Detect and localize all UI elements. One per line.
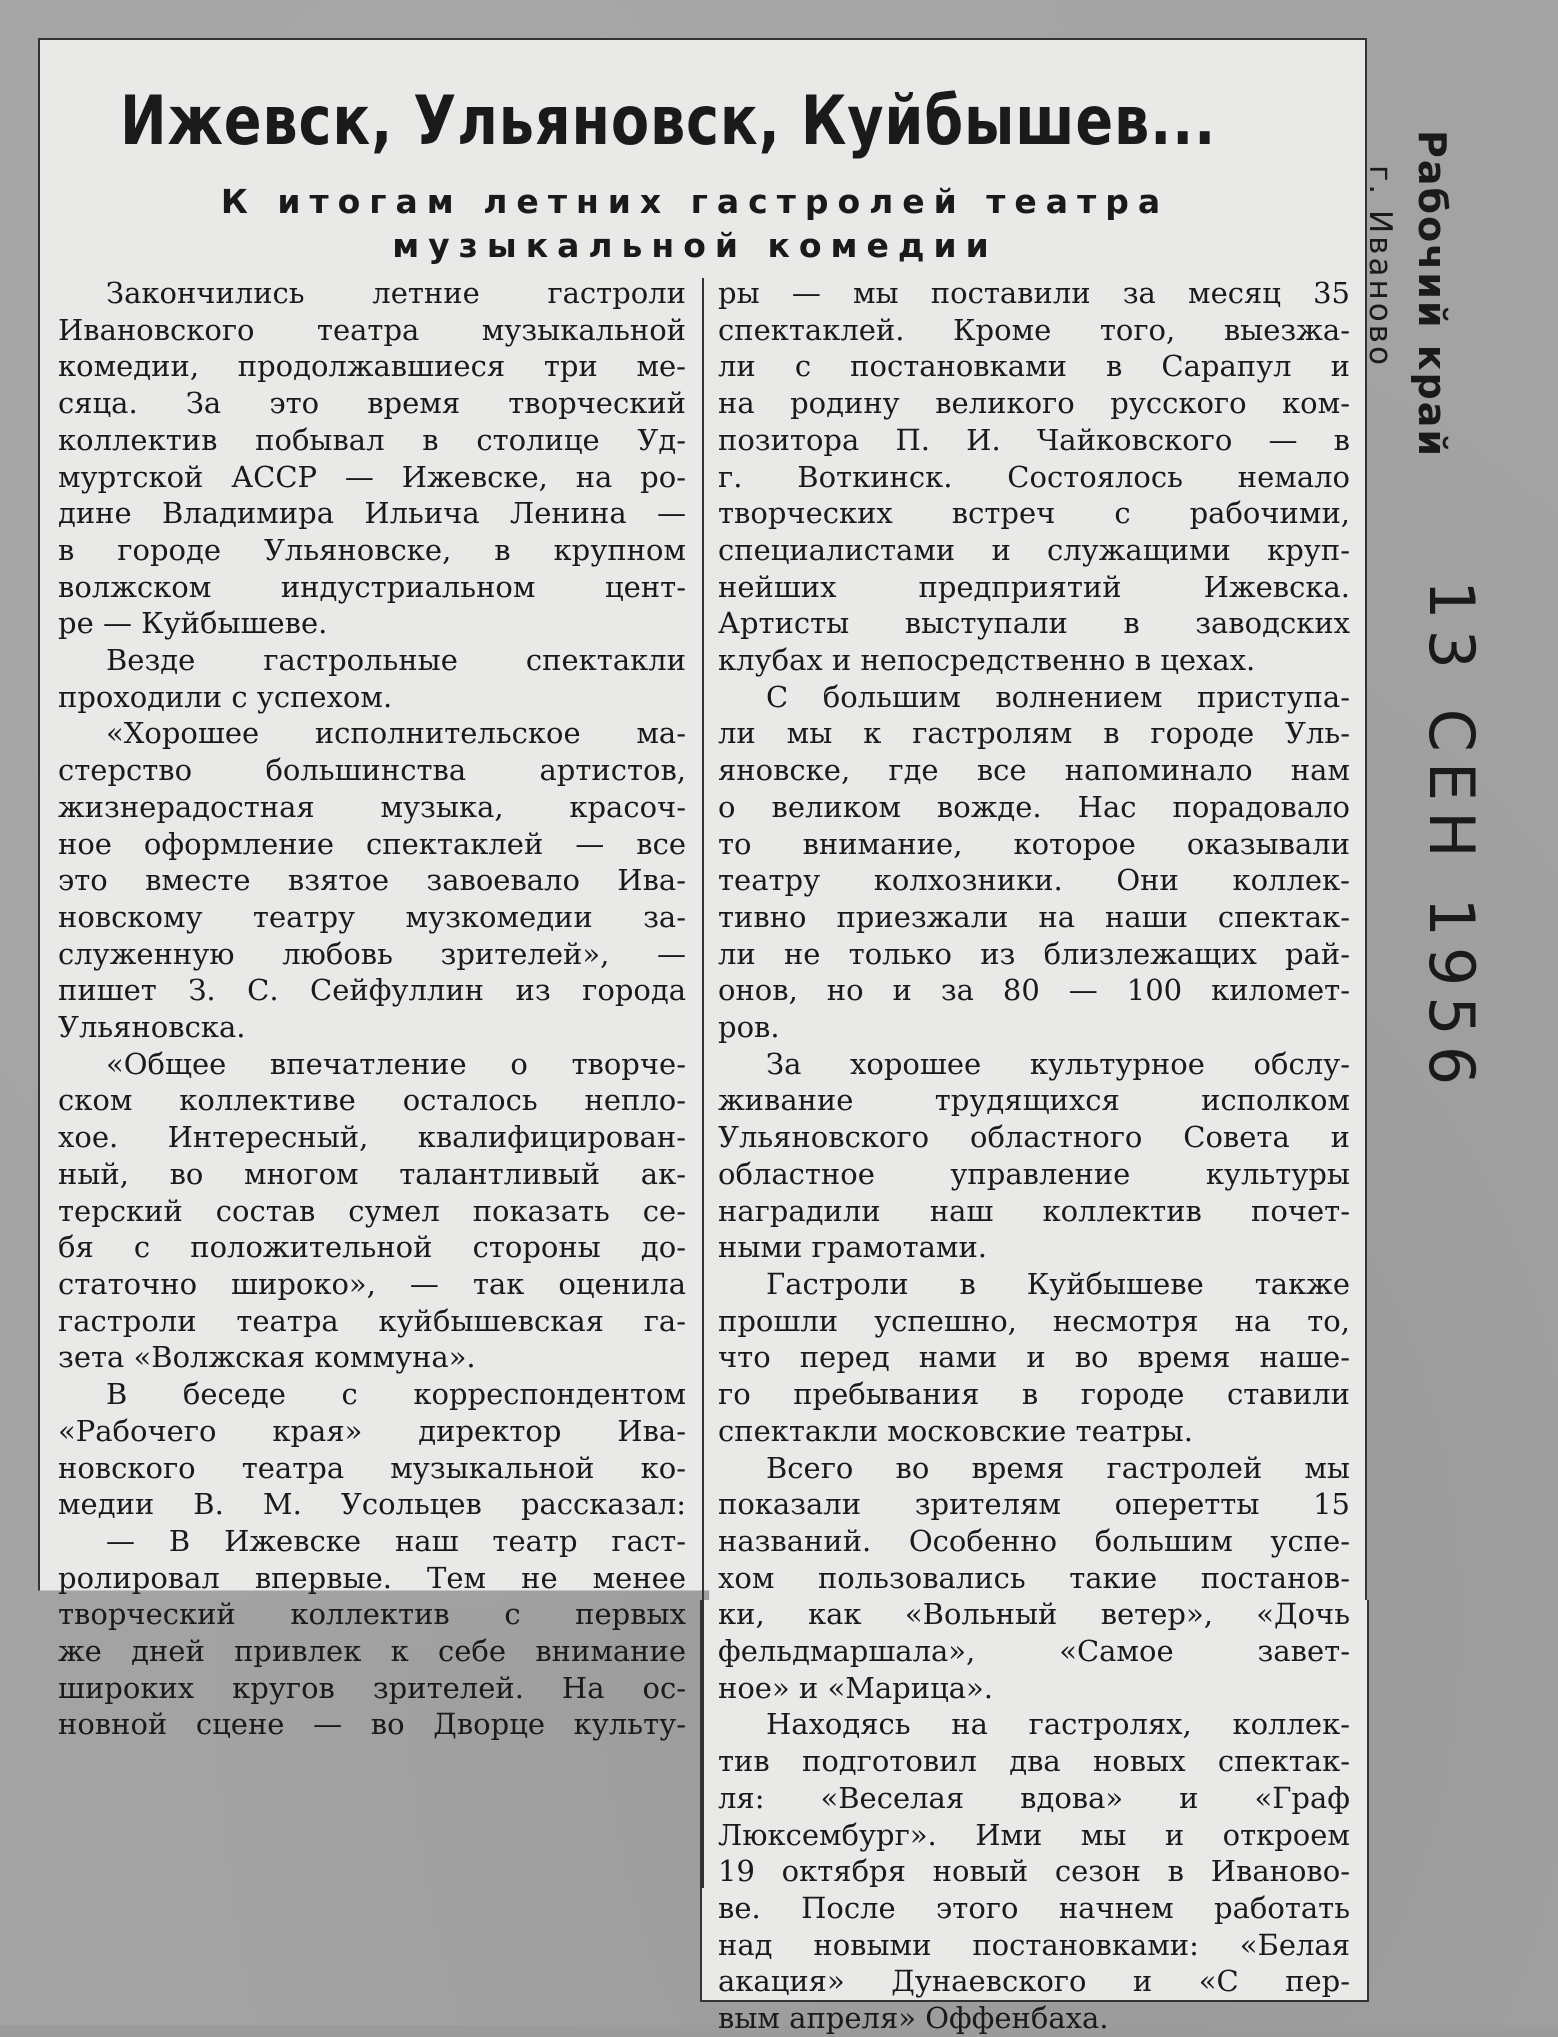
text-line: хом пользовались такие постанов- bbox=[718, 1560, 1350, 1595]
text-line: творческих встреч с рабочими, bbox=[718, 496, 1350, 531]
article-column-2 bbox=[718, 275, 1350, 2037]
text-line: ный, во многом талантливый ак- bbox=[58, 1156, 686, 1191]
text-line: Люксембург». Ими мы и откроем bbox=[718, 1817, 1350, 1852]
newspaper-source: Рабочий край bbox=[1410, 130, 1454, 458]
text-line: ли не только из близлежащих рай- bbox=[718, 936, 1350, 971]
text-line: онов, но и за 80 — 100 километ- bbox=[718, 973, 1350, 1008]
text-line: хое. Интересный, квалифицирован- bbox=[58, 1120, 686, 1155]
column-divider bbox=[702, 278, 704, 1888]
text-line: Находясь на гастролях, коллек- bbox=[766, 1707, 1350, 1742]
text-line: «Рабочего края» директор Ива- bbox=[58, 1413, 686, 1448]
text-line: гастроли театра куйбышевская га- bbox=[58, 1303, 686, 1338]
date-stamp: 13 СЕН 1956 bbox=[1415, 580, 1488, 1096]
text-line: Ульяновска. bbox=[58, 1010, 246, 1045]
text-line: в городе Ульяновске, в крупном bbox=[58, 532, 686, 567]
text-line: Гастроли в Куйбышеве также bbox=[766, 1266, 1350, 1301]
text-line: зета «Волжская коммуна». bbox=[58, 1340, 476, 1375]
text-line: живание трудящихся исполком bbox=[718, 1083, 1350, 1118]
text-line: В беседе с корреспондентом bbox=[106, 1377, 686, 1412]
text-line: показали зрителям оперетты 15 bbox=[718, 1487, 1350, 1522]
text-line: волжском индустриальном цент- bbox=[58, 569, 686, 604]
text-line: названий. Особенно большим успе- bbox=[718, 1523, 1350, 1558]
text-line: творческий коллектив с первых bbox=[58, 1597, 686, 1632]
text-line: это вместе взятое завоевало Ива- bbox=[58, 863, 686, 898]
text-line: новского театра музыкальной ко- bbox=[58, 1450, 686, 1485]
text-line: Ивановского театра музыкальной bbox=[58, 312, 686, 347]
text-line: ными грамотами. bbox=[718, 1230, 988, 1265]
text-line: дине Владимира Ильича Ленина — bbox=[58, 496, 686, 531]
text-line: спектакли московские театры. bbox=[718, 1413, 1193, 1448]
text-line: ров. bbox=[718, 1010, 780, 1045]
text-line: ском коллективе осталось непло- bbox=[58, 1083, 686, 1118]
text-line: коллектив побывал в столице Уд- bbox=[58, 422, 686, 457]
text-line: терский состав сумел показать се- bbox=[58, 1193, 686, 1228]
text-line: стерство большинства артистов, bbox=[58, 753, 686, 788]
text-line: комедии, продолжавшиеся три ме- bbox=[58, 349, 686, 384]
text-line: новскому театру музкомедии за- bbox=[58, 899, 686, 934]
text-line: ля: «Веселая вдова» и «Граф bbox=[718, 1780, 1350, 1815]
text-line: г. Воткинск. Состоялось немало bbox=[718, 459, 1350, 494]
text-line: пишет З. С. Сейфуллин из города bbox=[58, 973, 686, 1008]
newspaper-city: г. Иваново bbox=[1362, 165, 1398, 368]
text-line: ре — Куйбышеве. bbox=[58, 606, 328, 641]
text-line: ве. После этого начнем работать bbox=[718, 1890, 1350, 1925]
text-line: ное оформление спектаклей — все bbox=[58, 826, 686, 861]
text-line: нейших предприятий Ижевска. bbox=[718, 569, 1350, 604]
text-line: ное» и «Марица». bbox=[718, 1670, 993, 1705]
text-line: новной сцене — во Дворце культу- bbox=[58, 1707, 686, 1742]
text-line: За хорошее культурное обслу- bbox=[766, 1046, 1350, 1081]
text-line: ры — мы поставили за месяц 35 bbox=[718, 276, 1350, 310]
text-line: то внимание, которое оказывали bbox=[718, 826, 1350, 861]
text-line: медии В. М. Усольцев рассказал: bbox=[58, 1487, 686, 1522]
text-line: акация» Дунаевского и «С пер- bbox=[718, 1964, 1350, 1999]
text-line: областное управление культуры bbox=[718, 1156, 1350, 1191]
text-line: клубах и непосредственно в цехах. bbox=[718, 643, 1256, 678]
subheadline-line-1: К итогам летних гастролей театра bbox=[220, 182, 1170, 221]
text-line: «Общее впечатление о творче- bbox=[106, 1046, 686, 1081]
text-line: Всего во время гастролей мы bbox=[766, 1450, 1350, 1485]
text-line: широких кругов зрителей. На ос- bbox=[58, 1670, 686, 1705]
text-line: С большим волнением приступа- bbox=[766, 679, 1350, 714]
text-line: Везде гастрольные спектакли bbox=[106, 643, 686, 678]
text-line: статочно широко», — так оценила bbox=[58, 1266, 686, 1301]
text-line: го пребывания в городе ставили bbox=[718, 1377, 1350, 1412]
text-line: жизнерадостная музыка, красоч- bbox=[58, 789, 686, 824]
text-line: театру колхозники. Они коллек- bbox=[718, 863, 1350, 898]
text-line: же дней привлек к себе внимание bbox=[58, 1634, 686, 1669]
text-line: 19 октября новый сезон в Иваново- bbox=[718, 1854, 1350, 1889]
text-line: фельдмаршала», «Самое завет- bbox=[718, 1634, 1350, 1669]
text-line: о великом вожде. Нас порадовало bbox=[718, 789, 1350, 824]
text-line: сяца. За это время творческий bbox=[58, 386, 686, 421]
text-line: позитора П. И. Чайковского — в bbox=[718, 422, 1350, 457]
text-line: тив подготовил два новых спектак- bbox=[718, 1744, 1350, 1779]
text-line: яновске, где все напоминало нам bbox=[718, 753, 1350, 788]
text-line: прошли успешно, несмотря на то, bbox=[718, 1303, 1350, 1338]
text-line: муртской АССР — Ижевске, на ро- bbox=[58, 459, 686, 494]
text-line: проходили с успехом. bbox=[58, 679, 393, 714]
text-line: наградили наш коллектив почет- bbox=[718, 1193, 1350, 1228]
text-line: «Хорошее исполнительское ма- bbox=[106, 716, 686, 751]
text-line: ли с постановками в Сарапул и bbox=[718, 349, 1350, 384]
text-line: Закончились летние гастроли bbox=[106, 276, 686, 310]
text-line: ки, как «Вольный ветер», «Дочь bbox=[718, 1597, 1350, 1632]
text-line: Ульяновского областного Совета и bbox=[718, 1120, 1350, 1155]
text-line: ли мы к гастролям в городе Уль- bbox=[718, 716, 1350, 751]
text-line: тивно приезжали на наши спектак- bbox=[718, 899, 1350, 934]
article-subheadline bbox=[150, 180, 1240, 268]
text-line: над новыми постановками: «Белая bbox=[718, 1927, 1350, 1962]
text-line: что перед нами и во время наше- bbox=[718, 1340, 1350, 1375]
article-column-1 bbox=[58, 275, 686, 1743]
text-line: — В Ижевске наш театр гаст- bbox=[106, 1523, 686, 1558]
subheadline-line-2: музыкальной комедии bbox=[392, 226, 998, 265]
text-line: специалистами и служащими круп- bbox=[718, 532, 1350, 567]
article-headline: Ижевск, Ульяновск, Куйбышев... bbox=[120, 82, 1217, 161]
text-line: вым апреля» Оффенбаха. bbox=[718, 2001, 1109, 2036]
text-line: бя с положительной стороны до- bbox=[58, 1230, 686, 1265]
text-line: ролировал впервые. Тем не менее bbox=[58, 1560, 686, 1595]
text-line: Артисты выступали в заводских bbox=[718, 606, 1350, 641]
text-line: на родину великого русского ком- bbox=[718, 386, 1350, 421]
text-line: спектаклей. Кроме того, выезжа- bbox=[718, 312, 1350, 347]
text-line: служенную любовь зрителей», — bbox=[58, 936, 686, 971]
